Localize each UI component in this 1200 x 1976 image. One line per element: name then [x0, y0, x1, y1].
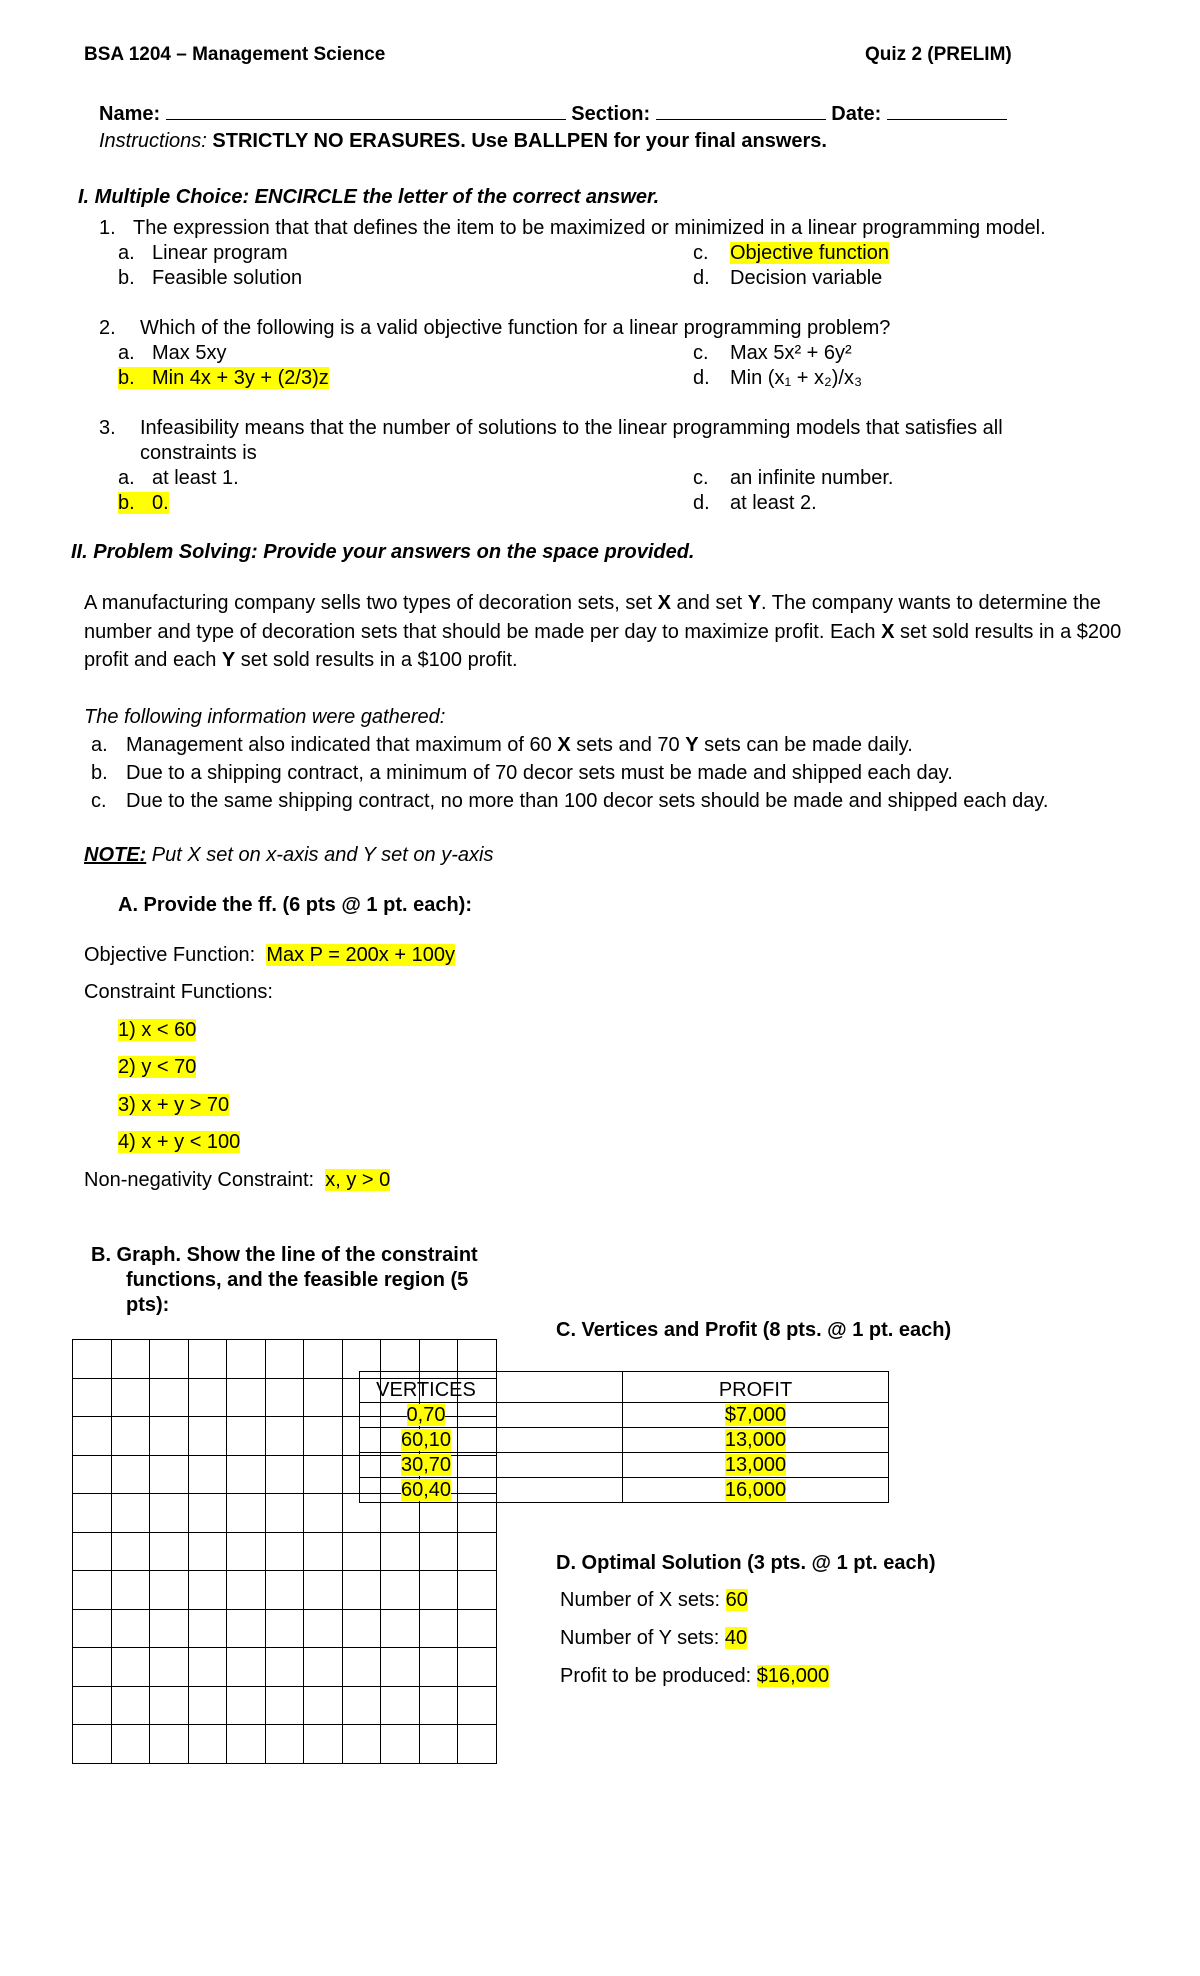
table-row [360, 1403, 889, 1428]
note [84, 843, 493, 867]
section-d-title: D. Optimal Solution (3 pts. @ 1 pt. each) [556, 1552, 936, 1574]
grid-row [73, 1648, 497, 1687]
grid-cell[interactable] [227, 1532, 266, 1571]
grid-cell[interactable] [419, 1532, 458, 1571]
grid-cell[interactable] [342, 1532, 381, 1571]
grid-cell[interactable] [227, 1455, 266, 1494]
grid-cell[interactable] [73, 1494, 112, 1533]
grid-cell[interactable] [419, 1686, 458, 1725]
grid-cell[interactable] [265, 1725, 304, 1764]
grid-cell[interactable] [381, 1571, 420, 1610]
nonnegativity-answer: x, y > 0 [325, 1169, 391, 1191]
grid-cell[interactable] [73, 1417, 112, 1456]
choice-3d[interactable]: d. at least 2. [693, 492, 817, 514]
objective-function: Objective Function: Max P = 200x + 100y [84, 944, 455, 966]
grid-cell[interactable] [265, 1648, 304, 1687]
constraint-1: 1) x < 60 [118, 1019, 197, 1041]
nonnegativity: Non-negativity Constraint: x, y > 0 [84, 1169, 391, 1191]
grid-cell[interactable] [304, 1609, 343, 1648]
choice-1b[interactable]: b. Feasible solution [118, 267, 303, 289]
grid-cell[interactable] [188, 1609, 227, 1648]
grid-cell[interactable] [458, 1686, 497, 1725]
question-number: 1. [99, 217, 116, 239]
grid-cell[interactable] [150, 1609, 189, 1648]
section-c-title: C. Vertices and Profit (8 pts. @ 1 pt. each) [556, 1319, 952, 1341]
vertex-cell: 30,70 [400, 1453, 452, 1476]
profit-cell: 13,000 [724, 1428, 787, 1451]
grid-cell[interactable] [111, 1340, 150, 1379]
objective-answer: Max P = 200x + 100y [266, 944, 455, 966]
bold-variable: X [657, 592, 671, 614]
grid-cell[interactable] [227, 1648, 266, 1687]
grid-cell[interactable] [227, 1686, 266, 1725]
grid-cell[interactable] [304, 1532, 343, 1571]
question-number: 3. [99, 417, 116, 439]
name-field[interactable] [166, 101, 566, 120]
grid-cell[interactable] [111, 1455, 150, 1494]
grid-cell[interactable] [188, 1648, 227, 1687]
info-title: The following information were gathered: [84, 706, 446, 728]
highlighted-answer: b. Min 4x + 3y + (2/3)z [118, 367, 329, 389]
grid-cell[interactable] [150, 1725, 189, 1764]
grid-cell[interactable] [111, 1725, 150, 1764]
question-text: Which of the following is a valid objective function for a linear programming problem? [140, 317, 891, 339]
grid-cell[interactable] [227, 1494, 266, 1533]
grid-cell[interactable] [304, 1417, 343, 1456]
constraint-4: 4) x + y < 100 [118, 1131, 241, 1153]
constraint-3: 3) x + y > 70 [118, 1094, 230, 1116]
vertices-header: VERTICES [360, 1372, 623, 1403]
grid-cell[interactable] [227, 1725, 266, 1764]
vertex-cell: 0,70 [406, 1403, 446, 1426]
grid-cell[interactable] [342, 1686, 381, 1725]
question-3 [99, 416, 1003, 440]
question-3-line2: constraints is [140, 442, 257, 464]
problem-statement [84, 589, 1164, 675]
constraints-label: Constraint Functions: [84, 981, 273, 1003]
problem-text: A manufacturing company sells two types of decoration sets, set [84, 592, 658, 614]
grid-cell[interactable] [458, 1532, 497, 1571]
grid-cell[interactable] [73, 1609, 112, 1648]
grid-cell[interactable] [342, 1609, 381, 1648]
question-1 [99, 216, 1046, 240]
info-item-b: b. Due to a shipping contract, a minimum of 70 decor sets must be made and shipped each day. [91, 762, 953, 784]
grid-row [73, 1532, 497, 1571]
grid-cell[interactable] [150, 1378, 189, 1417]
grid-cell[interactable] [304, 1455, 343, 1494]
vertex-cell: 60,10 [400, 1428, 452, 1451]
highlighted-answer: b. 0. [118, 492, 169, 514]
grid-cell[interactable] [188, 1378, 227, 1417]
choice-2c[interactable]: c. Max 5x² + 6y² [693, 342, 852, 364]
info-item-a: a. Management also indicated that maximum of 60 X sets and 70 Y sets can be made daily. [91, 734, 913, 756]
grid-cell[interactable] [265, 1686, 304, 1725]
optimal-y: Number of Y sets: 40 [560, 1627, 748, 1649]
choice-3a[interactable]: a. at least 1. [118, 467, 239, 489]
grid-cell[interactable] [73, 1378, 112, 1417]
grid-cell[interactable] [381, 1609, 420, 1648]
grid-cell[interactable] [111, 1571, 150, 1610]
grid-cell[interactable] [111, 1532, 150, 1571]
grid-cell[interactable] [150, 1648, 189, 1687]
grid-cell[interactable] [150, 1417, 189, 1456]
course-title: BSA 1204 – Management Science [84, 44, 386, 65]
grid-cell[interactable] [188, 1417, 227, 1456]
problem-text: and set [670, 592, 748, 614]
instructions [99, 129, 827, 153]
optimal-y-value: 40 [724, 1627, 748, 1649]
grid-cell[interactable] [381, 1648, 420, 1687]
grid-cell[interactable] [304, 1378, 343, 1417]
grid-cell[interactable] [150, 1532, 189, 1571]
question-number: 2. [99, 317, 116, 339]
grid-cell[interactable] [150, 1494, 189, 1533]
grid-cell[interactable] [458, 1725, 497, 1764]
part2-title: II. Problem Solving: Provide your answers on the space provided. [71, 541, 695, 563]
optimal-x-value: 60 [725, 1589, 748, 1611]
grid-cell[interactable] [265, 1494, 304, 1533]
grid-cell[interactable] [73, 1340, 112, 1379]
question-text: The expression that that defines the item to be maximized or minimized in a linear programming model. [133, 217, 1046, 239]
grid-cell[interactable] [73, 1725, 112, 1764]
grid-cell[interactable] [419, 1725, 458, 1764]
constraint-2: 2) y < 70 [118, 1056, 197, 1078]
grid-row [73, 1725, 497, 1764]
grid-cell[interactable] [419, 1571, 458, 1610]
grid-cell[interactable] [73, 1686, 112, 1725]
grid-row [73, 1686, 497, 1725]
grid-cell[interactable] [73, 1571, 112, 1610]
grid-cell[interactable] [304, 1494, 343, 1533]
table-header-row [360, 1372, 889, 1403]
grid-cell[interactable] [188, 1532, 227, 1571]
grid-cell[interactable] [458, 1571, 497, 1610]
section-b-title-3: pts): [126, 1294, 170, 1316]
grid-cell[interactable] [111, 1609, 150, 1648]
grid-cell[interactable] [381, 1532, 420, 1571]
profit-cell: 13,000 [724, 1453, 787, 1476]
grid-cell[interactable] [188, 1494, 227, 1533]
choice-1a[interactable]: a. Linear program [118, 242, 288, 264]
profit-cell: 16,000 [724, 1478, 787, 1501]
choice-2d[interactable]: d. Min (x₁ + x₂)/x₃ [693, 367, 863, 389]
grid-cell[interactable] [111, 1378, 150, 1417]
grid-cell[interactable] [265, 1609, 304, 1648]
student-info-line [99, 101, 1007, 126]
grid-cell[interactable] [150, 1455, 189, 1494]
grid-cell[interactable] [73, 1648, 112, 1687]
grid-cell[interactable] [265, 1571, 304, 1610]
grid-cell[interactable] [381, 1725, 420, 1764]
note-text: Put X set on x-axis and Y set on y-axis [151, 844, 494, 866]
grid-cell[interactable] [458, 1609, 497, 1648]
grid-row [73, 1609, 497, 1648]
grid-cell[interactable] [304, 1340, 343, 1379]
choice-2a[interactable]: a. Max 5xy [118, 342, 227, 364]
problem-text: set sold results in a $200 profit and each [84, 620, 1122, 671]
choice-3c[interactable]: c. an infinite number. [693, 467, 894, 489]
section-field[interactable] [656, 101, 826, 120]
table-row [360, 1428, 889, 1453]
instructions-label: Instructions: [99, 130, 207, 152]
profit-cell: $7,000 [724, 1403, 787, 1426]
grid-cell[interactable] [227, 1417, 266, 1456]
table-row [360, 1478, 889, 1503]
grid-cell[interactable] [265, 1455, 304, 1494]
choice-1d[interactable]: d. Decision variable [693, 267, 883, 289]
grid-cell[interactable] [73, 1532, 112, 1571]
optimal-profit-value: $16,000 [756, 1665, 830, 1687]
date-label: Date: [831, 103, 882, 125]
grid-cell[interactable] [265, 1340, 304, 1379]
bold-variable: Y [221, 649, 236, 671]
choice-3b[interactable] [118, 491, 169, 515]
grid-cell[interactable] [150, 1686, 189, 1725]
grid-cell[interactable] [304, 1648, 343, 1687]
grid-cell[interactable] [188, 1686, 227, 1725]
grid-cell[interactable] [227, 1378, 266, 1417]
grid-cell[interactable] [458, 1648, 497, 1687]
profit-header: PROFIT [623, 1372, 889, 1403]
grid-cell[interactable] [150, 1571, 189, 1610]
grid-cell[interactable] [150, 1340, 189, 1379]
instructions-text: STRICTLY NO ERASURES. Use BALLPEN for your final answers. [212, 130, 827, 152]
table-row [360, 1453, 889, 1478]
grid-cell[interactable] [111, 1686, 150, 1725]
grid-row [73, 1571, 497, 1610]
quiz-title: Quiz 2 (PRELIM) [865, 44, 1012, 65]
grid-cell[interactable] [111, 1417, 150, 1456]
section-b-title-2: functions, and the feasible region (5 [126, 1269, 469, 1291]
grid-cell[interactable] [304, 1686, 343, 1725]
grid-cell[interactable] [227, 1340, 266, 1379]
section-label: Section: [571, 103, 651, 125]
date-field[interactable] [887, 101, 1007, 120]
grid-cell[interactable] [73, 1455, 112, 1494]
grid-cell[interactable] [304, 1725, 343, 1764]
bold-variable: Y [747, 592, 762, 614]
grid-cell[interactable] [265, 1532, 304, 1571]
grid-cell[interactable] [227, 1571, 266, 1610]
grid-cell[interactable] [227, 1609, 266, 1648]
grid-cell[interactable] [188, 1571, 227, 1610]
grid-cell[interactable] [265, 1378, 304, 1417]
vertex-cell: 60,40 [400, 1478, 452, 1501]
grid-cell[interactable] [188, 1455, 227, 1494]
grid-cell[interactable] [342, 1648, 381, 1687]
grid-cell[interactable] [419, 1609, 458, 1648]
choice-1c[interactable]: c. Objective function [693, 242, 889, 264]
grid-cell[interactable] [342, 1725, 381, 1764]
grid-cell[interactable] [188, 1725, 227, 1764]
section-a-title: A. Provide the ff. (6 pts @ 1 pt. each): [118, 894, 472, 916]
grid-cell[interactable] [419, 1648, 458, 1687]
optimal-x: Number of X sets: 60 [560, 1589, 748, 1611]
grid-cell[interactable] [111, 1648, 150, 1687]
highlighted-answer: Objective function [730, 242, 889, 264]
bold-variable: X [881, 620, 895, 643]
vertices-profit-table [359, 1371, 889, 1503]
part1-title: I. Multiple Choice: ENCIRCLE the letter of the correct answer. [78, 186, 660, 208]
grid-cell[interactable] [188, 1340, 227, 1379]
grid-cell[interactable] [111, 1494, 150, 1533]
problem-text: set sold results in a $100 profit. [235, 649, 518, 671]
problem-text: . The company wants to determine the number and type of decoration sets that should be made per day to maximize profit. Each [84, 592, 1101, 643]
choice-2b[interactable] [118, 366, 329, 390]
grid-cell[interactable] [381, 1686, 420, 1725]
question-text: Infeasibility means that the number of solutions to the linear programming models that satisfies all [140, 417, 1003, 439]
optimal-profit: Profit to be produced: $16,000 [560, 1665, 830, 1687]
question-2 [99, 316, 890, 340]
info-item-c: c. Due to the same shipping contract, no more than 100 decor sets should be made and shipped each day. [91, 790, 1049, 812]
grid-cell[interactable] [304, 1571, 343, 1610]
grid-cell[interactable] [342, 1571, 381, 1610]
note-label: NOTE: [84, 844, 147, 866]
section-b-title-1: B. Graph. Show the line of the constraint [91, 1244, 478, 1266]
name-label: Name: [99, 103, 161, 125]
grid-cell[interactable] [265, 1417, 304, 1456]
